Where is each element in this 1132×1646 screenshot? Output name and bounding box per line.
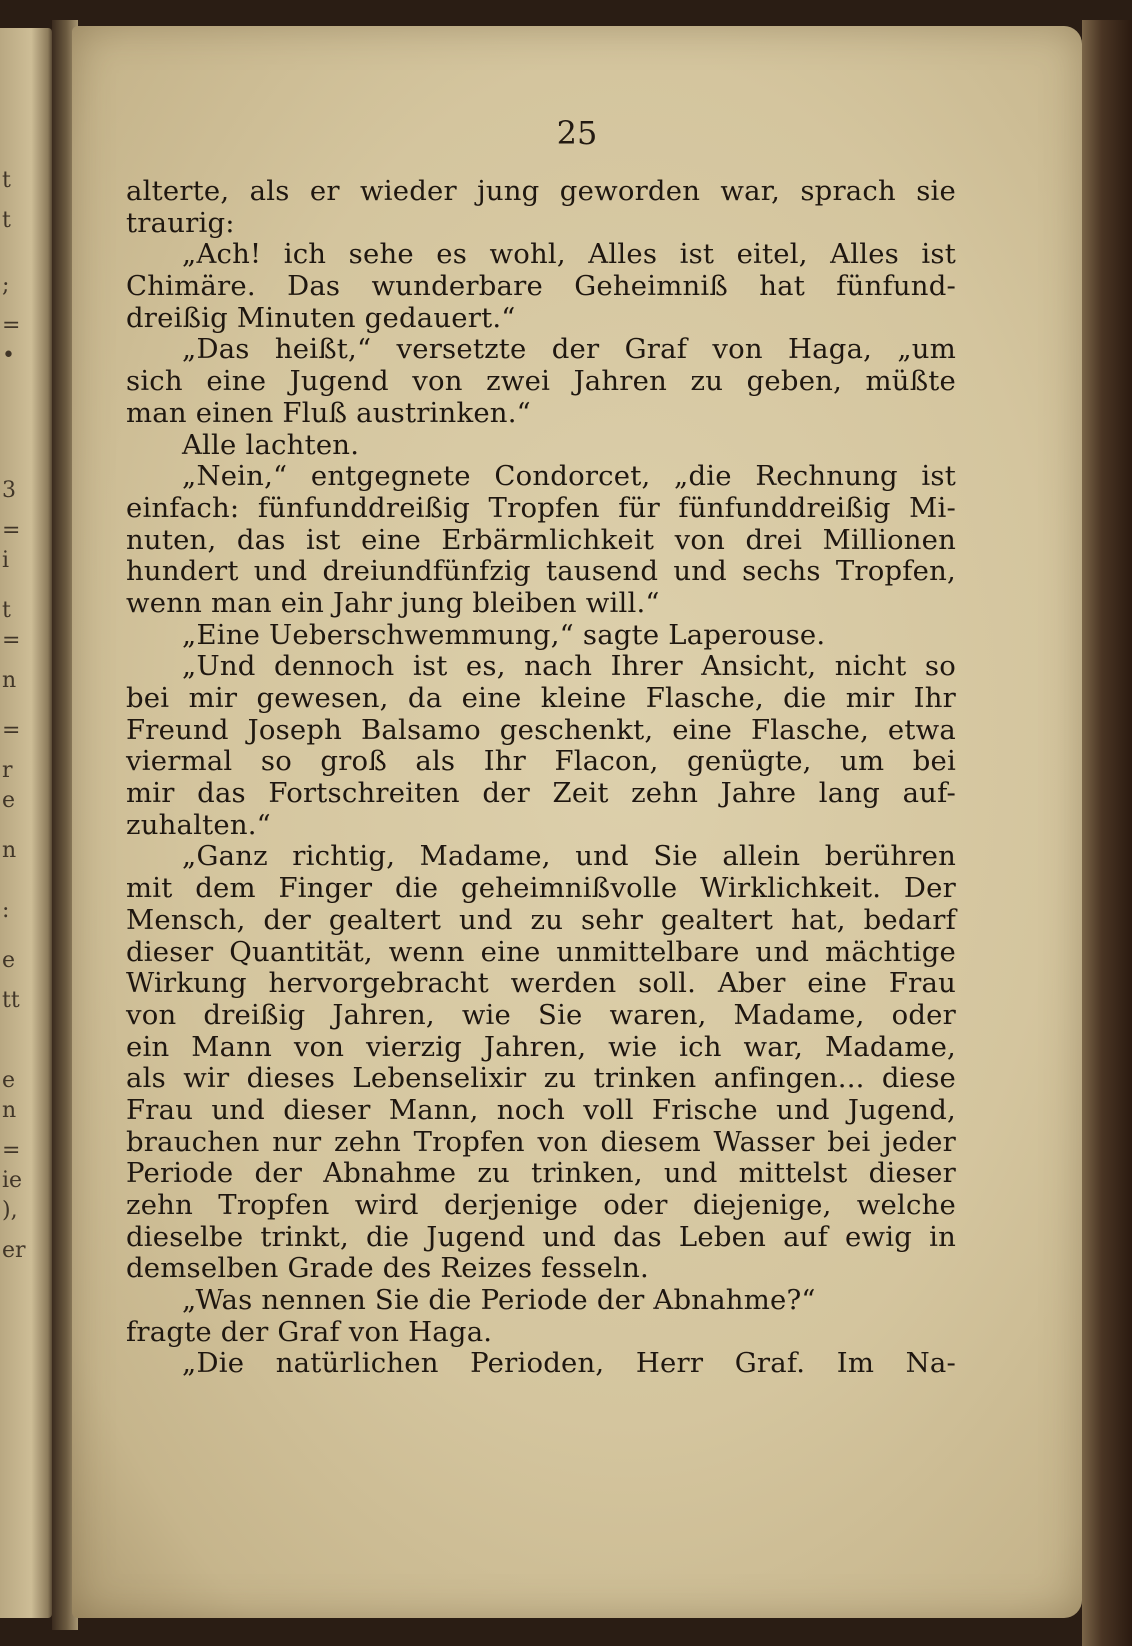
text-line: Alle lachten.	[182, 428, 360, 461]
facing-page-fragment: ),	[2, 1198, 18, 1223]
text-line: mit dem Finger die geheimnißvolle Wirklichkeit. Der	[126, 872, 956, 905]
page-number: 25	[556, 114, 598, 152]
facing-page-fragment: =	[2, 718, 21, 743]
text-line: sich eine Jugend von zwei Jahren zu geben, müßte	[126, 365, 956, 398]
text-line: zuhalten.“	[126, 808, 271, 841]
text-line: nuten, das ist eine Erbärmlichkeit von drei Millionen	[126, 523, 956, 556]
facing-page-fragment: ie	[2, 1168, 23, 1193]
facing-page-fragment: :	[2, 898, 10, 923]
text-line: hundert und dreiundfünfzig tausend und sechs Tropfen,	[126, 555, 956, 588]
text-line: ein Mann von vierzig Jahren, wie ich war, Madame,	[126, 1030, 956, 1063]
text-line: Periode der Abnahme zu trinken, und mittelst dieser	[126, 1157, 956, 1190]
facing-page-fragment: t	[2, 208, 11, 233]
text-line: traurig:	[126, 206, 235, 239]
text-line: zehn Tropfen wird derjenige oder diejenige, welche	[126, 1189, 956, 1221]
body-text	[126, 176, 956, 1380]
text-line: als wir dieses Lebenselixir zu trinken anfingen... diese	[126, 1062, 956, 1095]
text-line: viermal so groß als Ihr Flacon, genügte, um bei	[126, 745, 956, 778]
facing-page-fragment: i	[2, 548, 10, 573]
facing-page-fragment: er	[2, 1238, 26, 1263]
text-line: Wirkung hervorgebracht werden soll. Aber eine Frau	[126, 967, 956, 1000]
text-line: man einen Fluß austrinken.“	[126, 396, 531, 429]
facing-page-fragment: =	[2, 518, 21, 543]
text-line: fragte der Graf von Haga.	[126, 1315, 493, 1348]
facing-page-fragment: r	[2, 758, 13, 783]
facing-page-fragment: e	[2, 788, 16, 813]
facing-page-fragment: ;	[2, 273, 10, 298]
facing-page-fragment: tt	[2, 988, 20, 1013]
facing-page-fragment: =	[2, 1138, 21, 1163]
facing-page-fragment: n	[2, 1098, 17, 1123]
book-cover-edge	[1082, 20, 1132, 1646]
text-line: bei mir gewesen, da eine kleine Flasche, die mir Ihr	[126, 682, 956, 714]
text-line: „Nein,“ entgegnete Condorcet, „die Rechnung ist	[182, 460, 956, 493]
text-line: „Ach! ich sehe es wohl, Alles ist eitel, Alles ist	[182, 238, 956, 271]
text-line: „Eine Ueberschwemmung,“ sagte Laperouse.	[182, 618, 826, 651]
left-facing-page-edge	[0, 28, 52, 1618]
text-line: alterte, als er wieder jung geworden war, sprach sie	[126, 175, 956, 207]
right-page	[72, 26, 1082, 1618]
facing-page-fragment: n	[2, 838, 17, 863]
text-line: „Was nennen Sie die Periode der Abnahme?“	[182, 1284, 816, 1317]
text-line: „Und dennoch ist es, nach Ihrer Ansicht, nicht so	[182, 650, 956, 683]
text-line: wenn man ein Jahr jung bleiben will.“	[126, 586, 660, 619]
text-line: „Das heißt,“ versetzte der Graf von Haga, „um	[182, 333, 956, 366]
text-line: Frau und dieser Mann, noch voll Frische und Jugend,	[126, 1093, 956, 1126]
text-line: „Ganz richtig, Madame, und Sie allein berühren	[182, 840, 956, 873]
facing-page-fragment: n	[2, 668, 17, 693]
facing-page-fragment: e	[2, 948, 16, 973]
text-line: von dreißig Jahren, wie Sie waren, Madame, oder	[126, 998, 956, 1031]
text-line: einfach: fünfunddreißig Tropfen für fünfunddreißig Mi-	[126, 491, 956, 524]
facing-page-fragment: e	[2, 1068, 16, 1093]
text-line: dieser Quantität, wenn eine unmittelbare und mächtige	[126, 935, 956, 968]
text-line: dreißig Minuten gedauert.“	[126, 301, 516, 334]
text-line: Freund Joseph Balsamo geschenkt, eine Flasche, etwa	[126, 713, 956, 746]
text-line: mir das Fortschreiten der Zeit zehn Jahre lang auf-	[126, 777, 956, 810]
facing-page-fragment: 3	[2, 478, 16, 503]
text-line: „Die natürlichen Perioden, Herr Graf. Im Na-	[182, 1347, 956, 1380]
text-line: Chimäre. Das wunderbare Geheimniß hat fünfund-	[126, 270, 956, 303]
facing-page-fragment: =	[2, 628, 21, 653]
facing-page-fragment: =	[2, 313, 21, 338]
facing-page-fragment: t	[2, 168, 11, 193]
text-line: brauchen nur zehn Tropfen von diesem Wasser bei jeder	[126, 1125, 956, 1158]
facing-page-fragment: •	[2, 343, 15, 368]
text-line: demselben Grade des Reizes fesseln.	[126, 1252, 649, 1285]
facing-page-fragment: t	[2, 598, 11, 623]
text-line: dieselbe trinkt, die Jugend und das Leben auf ewig in	[126, 1220, 956, 1253]
text-line: Mensch, der gealtert und zu sehr gealtert hat, bedarf	[126, 903, 956, 936]
